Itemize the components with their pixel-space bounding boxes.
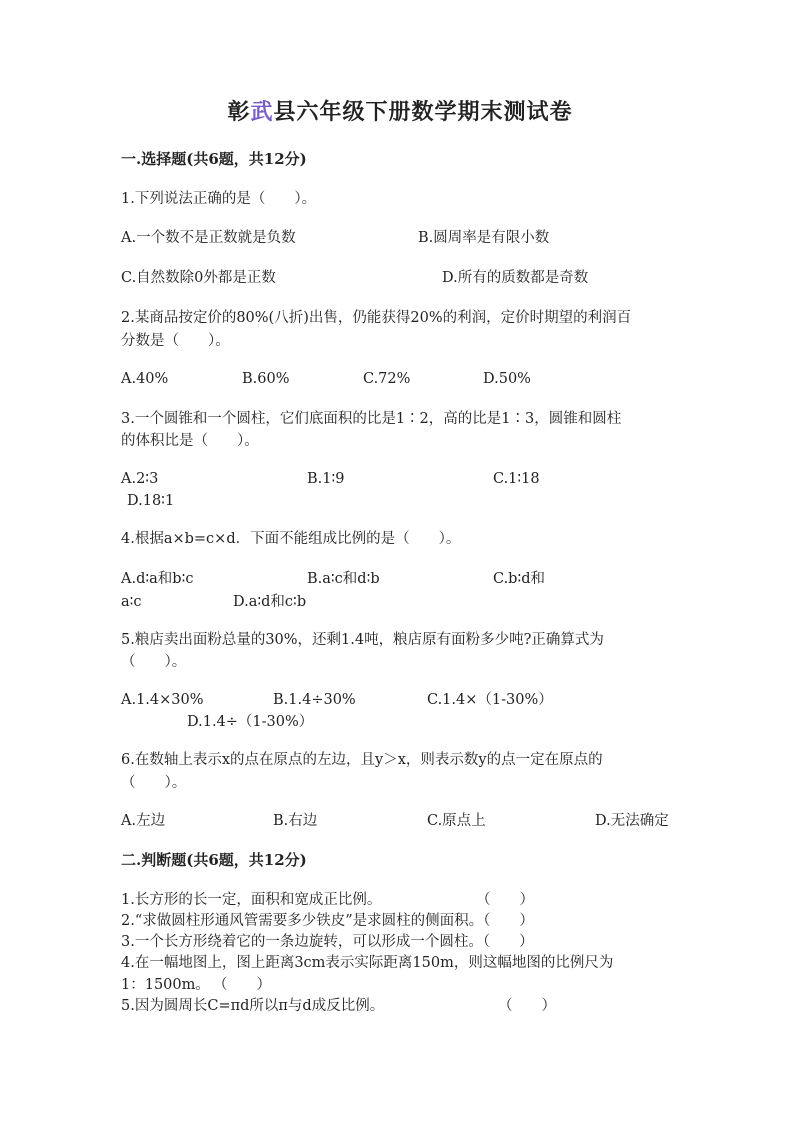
question-1-option-a: A.一个数不是正数就是负数 xyxy=(121,230,296,246)
page-title xyxy=(0,98,800,126)
statement-4-text-line1: 4.在一幅地图上，图上距离3cm表示实际距离150m，则这幅地图的比例尺为 xyxy=(121,955,614,971)
question-2-option-b: B.60% xyxy=(242,371,290,387)
statement-5-paren: （ ） xyxy=(498,998,556,1014)
statement-5-text: 5.因为圆周长C=πd所以π与d成反比例。 xyxy=(121,998,385,1014)
title-highlight: 武 xyxy=(250,99,274,125)
question-2-option-c: C.72% xyxy=(363,371,411,387)
question-3-option-c: C.1∶18 xyxy=(493,471,540,487)
question-3-option-d: D.18∶1 xyxy=(127,493,175,509)
question-5-option-a: A.1.4×30% xyxy=(121,692,204,708)
section-heading-judgement: 二.判断题(共6题，共12分) xyxy=(121,851,307,869)
question-2-option-d: D.50% xyxy=(483,371,531,387)
question-6-option-a: A.左边 xyxy=(121,813,166,829)
question-5-stem-line1: 5.粮店卖出面粉总量的30%，还剩1.4吨，粮店原有面粉多少吨?正确算式为 xyxy=(121,632,604,648)
question-4-option-a: A.d∶a和b∶c xyxy=(121,571,194,587)
question-1-stem: 1.下列说法正确的是（ ）。 xyxy=(121,191,317,207)
question-3-stem-line1: 3.一个圆锥和一个圆柱，它们底面积的比是1∶2，高的比是1∶3，圆锥和圆柱 xyxy=(121,411,622,427)
statement-1-text: 1.长方形的长一定，面积和宽成正比例。 xyxy=(121,892,382,908)
question-5-option-d: D.1.4÷（1-30%） xyxy=(187,714,314,730)
question-6-stem-line2: （ ）。 xyxy=(121,775,187,791)
question-2-stem-line1: 2.某商品按定价的80%(八折)出售，仍能获得20%的利润，定价时期望的利润百 xyxy=(121,310,632,326)
statement-2-text: 2.“求做圆柱形通风管需要多少铁皮”是求圆柱的侧面积。（ ） xyxy=(121,913,534,929)
statement-1-paren: （ ） xyxy=(476,892,534,908)
question-5-option-b: B.1.4÷30% xyxy=(273,692,356,708)
statement-3-text: 3.一个长方形绕着它的一条边旋转，可以形成一个圆柱。（ ） xyxy=(121,934,534,950)
question-3-stem-line2: 的体积比是（ ）。 xyxy=(121,433,259,449)
question-6-option-b: B.右边 xyxy=(273,813,318,829)
question-3-option-b: B.1∶9 xyxy=(307,471,345,487)
question-4-option-c: C.b∶d和 xyxy=(493,571,546,587)
question-2-stem-line2: 分数是（ ）。 xyxy=(121,333,230,349)
question-5-option-c: C.1.4×（1-30%） xyxy=(427,692,553,708)
question-2-option-a: A.40% xyxy=(121,371,169,387)
question-6-stem-line1: 6.在数轴上表示x的点在原点的左边，且y＞x，则表示数y的点一定在原点的 xyxy=(121,752,603,768)
question-4-option-c-cont: a∶c xyxy=(121,594,142,610)
question-1-option-c: C.自然数除0外都是正数 xyxy=(121,270,276,286)
question-1-option-d: D.所有的质数都是奇数 xyxy=(442,270,589,286)
question-4-stem: 4.根据a×b=c×d．下面不能组成比例的是（ ）。 xyxy=(121,531,461,547)
section-heading-choice: 一.选择题(共6题，共12分) xyxy=(121,150,307,168)
statement-4-text-line2: 1：1500m。 xyxy=(121,977,210,993)
question-6-option-d: D.无法确定 xyxy=(595,813,669,829)
question-4-option-d: D.a∶d和c∶b xyxy=(233,594,307,610)
question-4-option-b: B.a∶c和d∶b xyxy=(307,571,380,587)
title-post: 县六年级下册数学期末测试卷 xyxy=(273,99,573,125)
question-1-option-b: B.圆周率是有限小数 xyxy=(418,230,550,246)
statement-4-paren: （ ） xyxy=(213,977,271,993)
question-5-stem-line2: （ ）。 xyxy=(121,654,187,670)
question-3-option-a: A.2∶3 xyxy=(121,471,159,487)
question-6-option-c: C.原点上 xyxy=(427,813,486,829)
title-pre: 彰 xyxy=(227,99,251,125)
